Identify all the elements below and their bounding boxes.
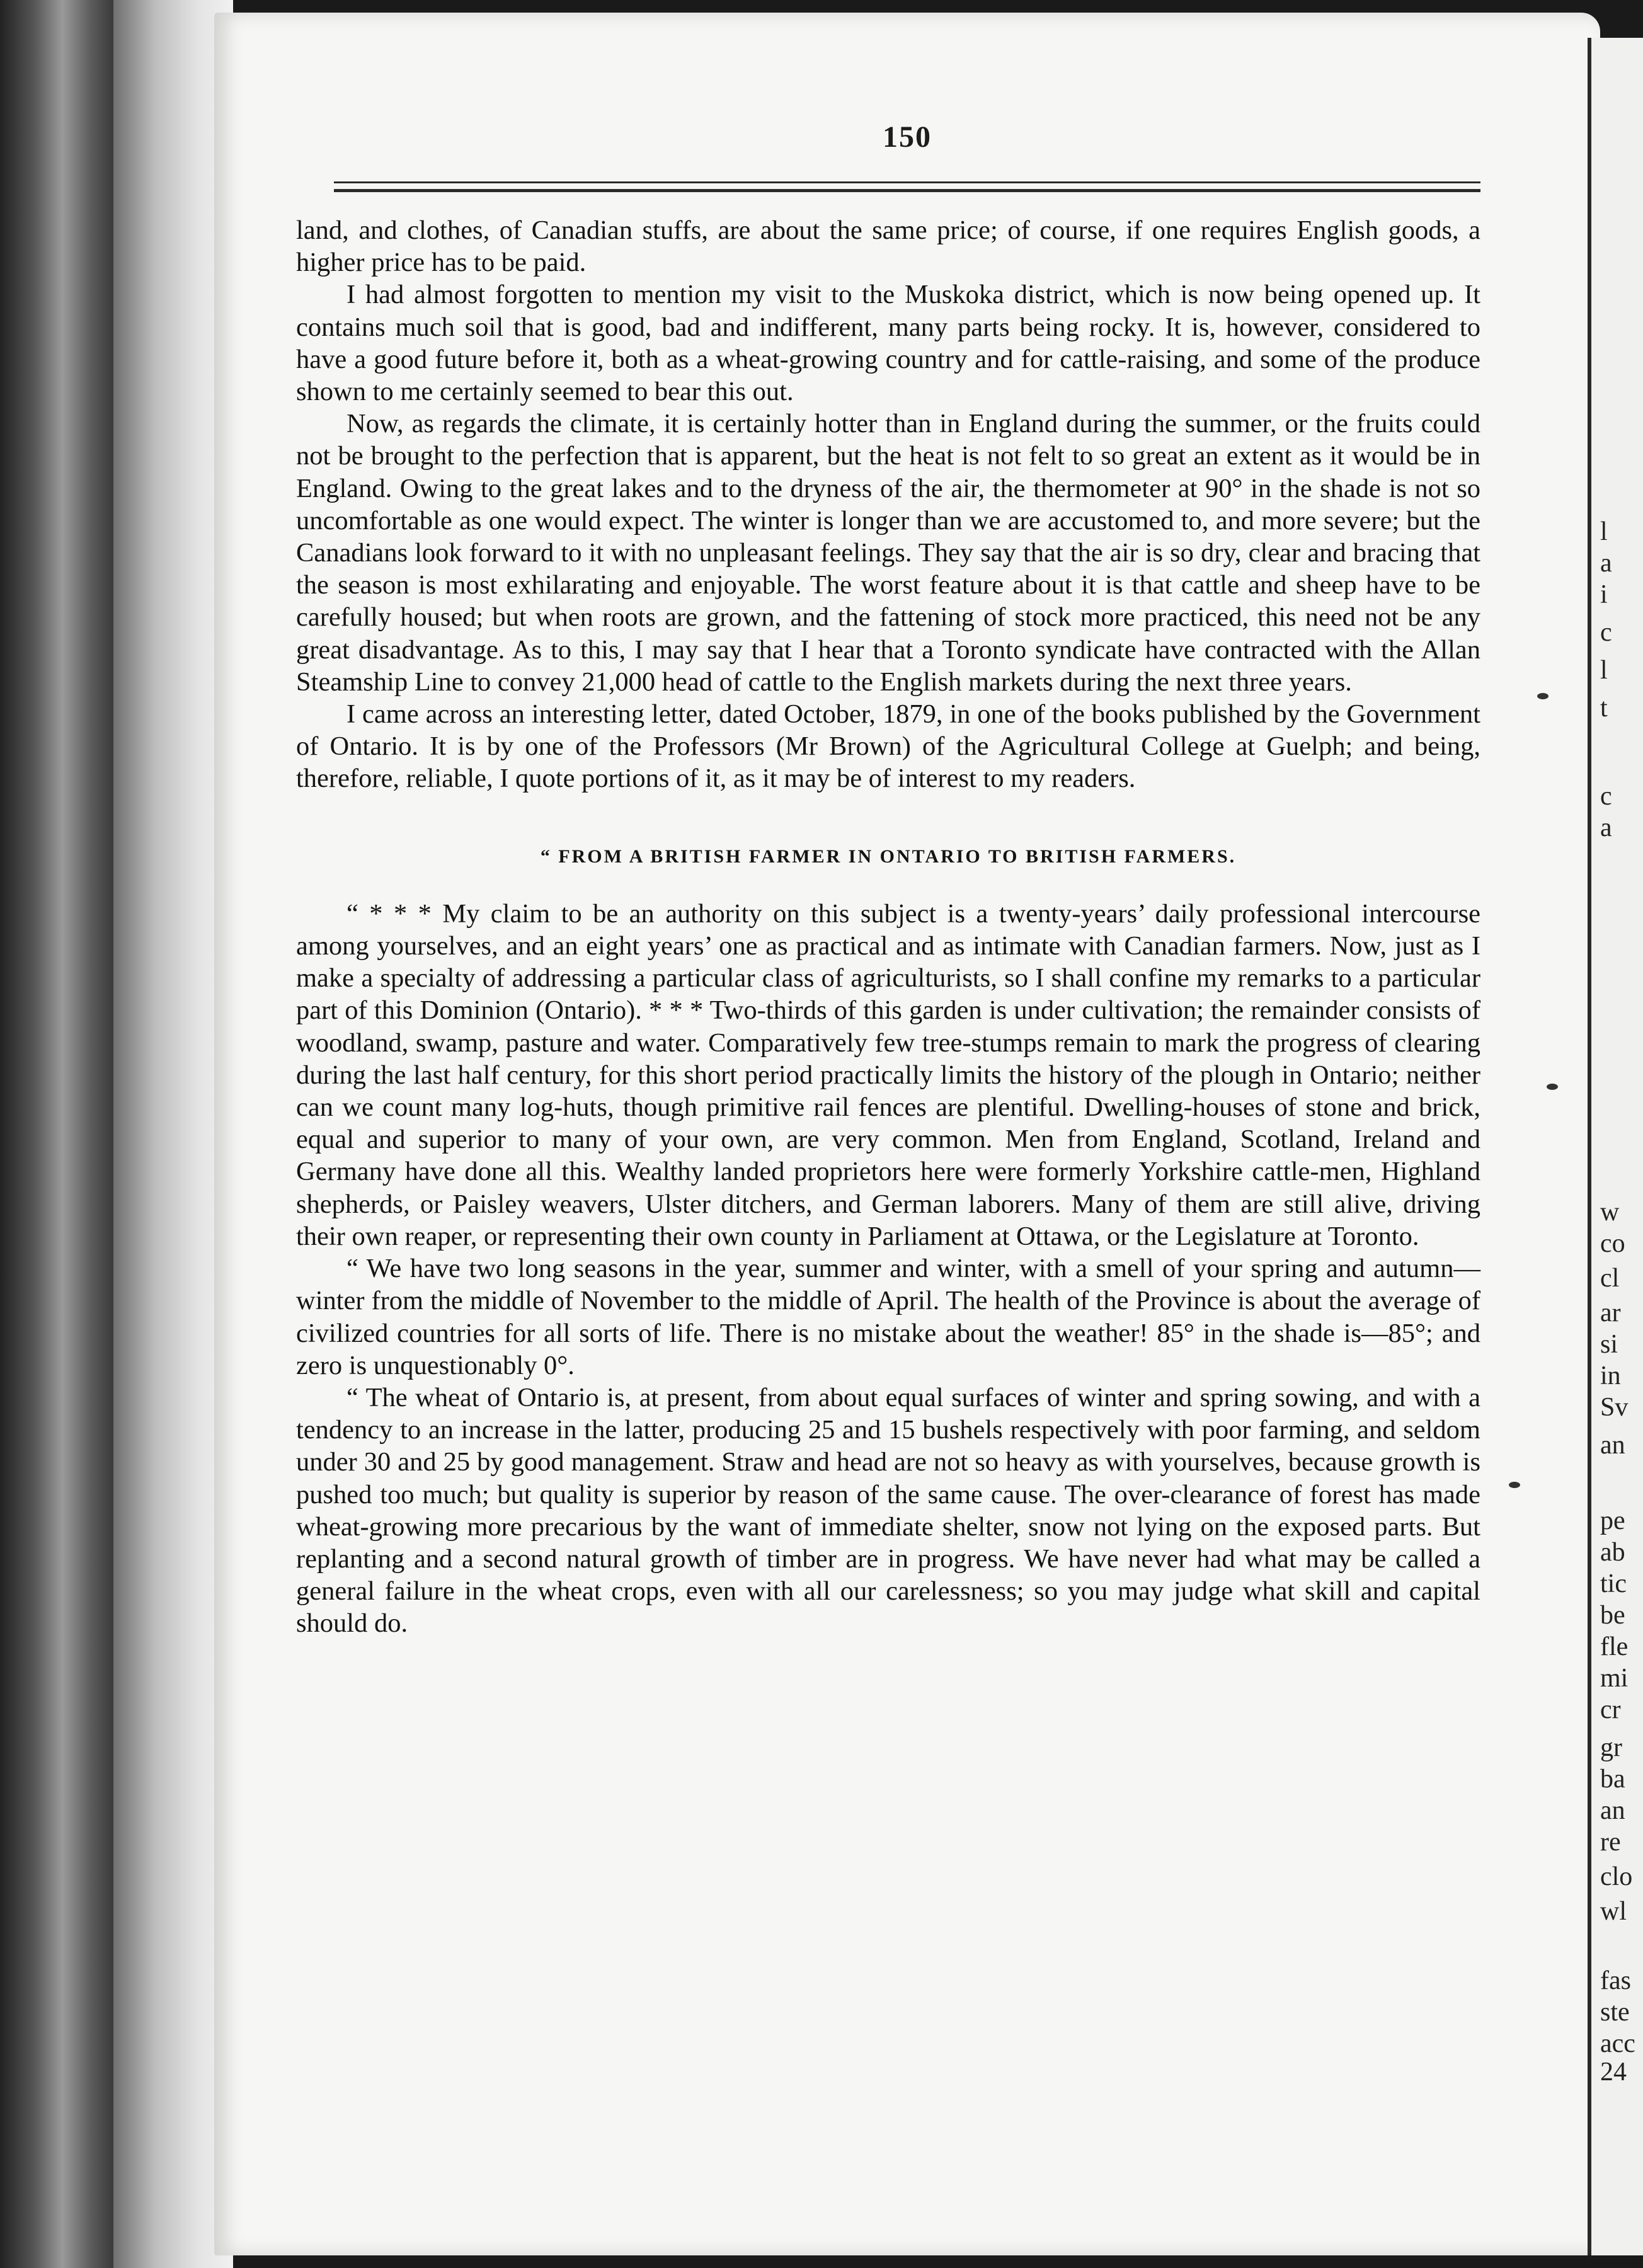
adjacent-page-fragment: an [1600, 1796, 1625, 1825]
adjacent-page-fragment: l [1600, 517, 1608, 546]
adjacent-page-fragment: be [1600, 1601, 1625, 1630]
body-text [296, 214, 1480, 1640]
paragraph: I came across an interesting letter, dated October, 1879, in one of the books published by the Government of Ontario. It is by one of the Professors (Mr Brown) of the Agricultural College at Guelph; and being, therefore, reliable, I quote portions of it, as it may be of interest to my readers. [296, 699, 1480, 794]
adjacent-page-fragment: ab [1600, 1538, 1625, 1567]
adjacent-page-fragment: an [1600, 1431, 1625, 1460]
adjacent-page-fragment: i [1600, 580, 1608, 609]
page-number: 150 [883, 120, 932, 154]
adjacent-page-fragment: pe [1600, 1506, 1625, 1535]
adjacent-page-fragment: re [1600, 1828, 1621, 1857]
section-heading: “ FROM A BRITISH FARMER IN ONTARIO TO BRITISH FARMERS. [540, 845, 1237, 867]
adjacent-page-fragment: cr [1600, 1695, 1621, 1724]
adjacent-page-fragment: fas [1600, 1966, 1631, 1995]
paragraph: Now, as regards the climate, it is certainly hotter than in England during the summer, or the fruits could not be brought to the perfection that is apparent, but the heat is not felt to so great an extent as it would be in England. Owing to the great lakes and to the dryness of the air, the thermometer at 90° in the shade is not so uncomfortable as one would expect. The winter is longer than we are accustomed to, and more severe; but the Canadians look forward to it with no unpleasant feelings. They say that the air is so dry, clear and bracing that the season is most exhilarating and enjoyable. The worst feature about it is that cattle and sheep have to be carefully housed; but when roots are grown, and the fattening of stock more practiced, this need not be any great disadvantage. As to this, I may say that I hear that a Toronto syndicate have contracted with the Allan Steamship Line to convey 21,000 head of cattle to the English markets during the next three years. [296, 409, 1480, 697]
adjacent-page-fragment: 24 [1600, 2058, 1627, 2087]
adjacent-page-fragment: a [1600, 813, 1612, 842]
adjacent-page-fragment: tic [1600, 1569, 1627, 1598]
book-page [214, 13, 1600, 2255]
adjacent-page-fragment: l [1600, 656, 1608, 685]
adjacent-page-fragment: mi [1600, 1664, 1629, 1693]
adjacent-page-fragment: c [1600, 618, 1612, 647]
adjacent-page-fragment: fle [1600, 1632, 1629, 1661]
adjacent-page-fragment: si [1600, 1330, 1618, 1359]
adjacent-page-fragment: t [1600, 694, 1608, 723]
adjacent-page-fragment: wl [1600, 1897, 1627, 1926]
header-rule [334, 181, 1480, 183]
header-rule-thick [334, 189, 1480, 192]
paragraph: land, and clothes, of Canadian stuffs, are about the same price; of course, if one requires English goods, a higher price has to be paid. [296, 215, 1480, 278]
adjacent-page-fragment: w [1600, 1198, 1620, 1227]
paragraph: I had almost forgotten to mention my visit to the Muskoka district, which is now being opened up. It contains much soil that is good, bad and indifferent, many parts being rocky. It is, however, considered to have a good future before it, both as a wheat-growing country and for cattle-raising, and some of the produce shown to me certainly seemed to bear this out. [296, 280, 1480, 407]
adjacent-page-edge [1588, 38, 1643, 2255]
adjacent-page-fragment: c [1600, 782, 1612, 811]
adjacent-page-fragment: in [1600, 1361, 1621, 1390]
adjacent-page-fragment: clo [1600, 1862, 1633, 1891]
adjacent-page-fragment: gr [1600, 1733, 1622, 1762]
quoted-paragraph: “ We have two long seasons in the year, summer and winter, with a smell of your spring and autumn—winter from the middle of November to the middle of April. The health of the Province is about the average of civilized countries for all sorts of life. There is no mistake about the weather! 85° in the shade is—85°; and zero is unquestionably 0°. [296, 1254, 1480, 1380]
adjacent-page-fragment: a [1600, 549, 1612, 578]
adjacent-page-fragment: Sv [1600, 1393, 1629, 1422]
scan-speck [1547, 1084, 1558, 1090]
scanner-border [0, 0, 113, 2268]
scan-speck [1509, 1482, 1520, 1488]
quoted-paragraph: “ The wheat of Ontario is, at present, from about equal surfaces of winter and spring sowing, and with a tendency to an increase in the latter, producing 25 and 15 bushels respectively with poor farming, and seldom under 30 and 25 by good management. Straw and head are not so heavy as with yourselves, because growth is pushed too much; but quality is superior by reason of the same cause. The over-clearance of forest has made wheat-growing more precarious by the want of immediate shelter, snow not lying on the exposed parts. But replanting and a second natural growth of timber are in progress. We have never had what may be called a general failure in the wheat crops, even with all our carelessness; so you may judge what skill and capital should do. [296, 1382, 1480, 1639]
adjacent-page-fragment: ba [1600, 1765, 1625, 1794]
adjacent-page-fragment: cl [1600, 1264, 1620, 1293]
adjacent-page-fragment: acc [1600, 2029, 1635, 2058]
adjacent-page-fragment: ste [1600, 1998, 1630, 2027]
adjacent-page-fragment: ar [1600, 1298, 1621, 1327]
quoted-paragraph: “ * * * My claim to be an authority on this subject is a twenty-years’ daily professional intercourse among yourselves, and an eight years’ one as practical and as intimate with Canadian farmers. Now, just as I make a specialty of addressing a particular class of agriculturists, so I shall confine my remarks to a particular part of this Dominion (Ontario). * * * Two-thirds of this garden is under cultivation; the remainder consists of woodland, swamp, pasture and water. Comparatively few tree-stumps remain to mark the progress of clearing during the last half century, for this short period practically limits the history of the plough in Ontario; neither can we count many log-huts, though primitive rail fences are plentiful. Dwelling-houses of stone and brick, equal and superior to many of your own, are very common. Men from England, Scotland, Ireland and Germany have done all this. Wealthy landed proprietors here were formerly Yorkshire cattle-men, Highland shepherds, or Paisley weavers, Ulster ditchers, and German laborers. Many of them are still alive, driving their own reaper, or representing their own county in Parliament at Ottawa, or the Legislature at Toronto. [296, 898, 1480, 1251]
adjacent-page-fragment: co [1600, 1229, 1625, 1258]
scan-speck [1537, 693, 1549, 699]
